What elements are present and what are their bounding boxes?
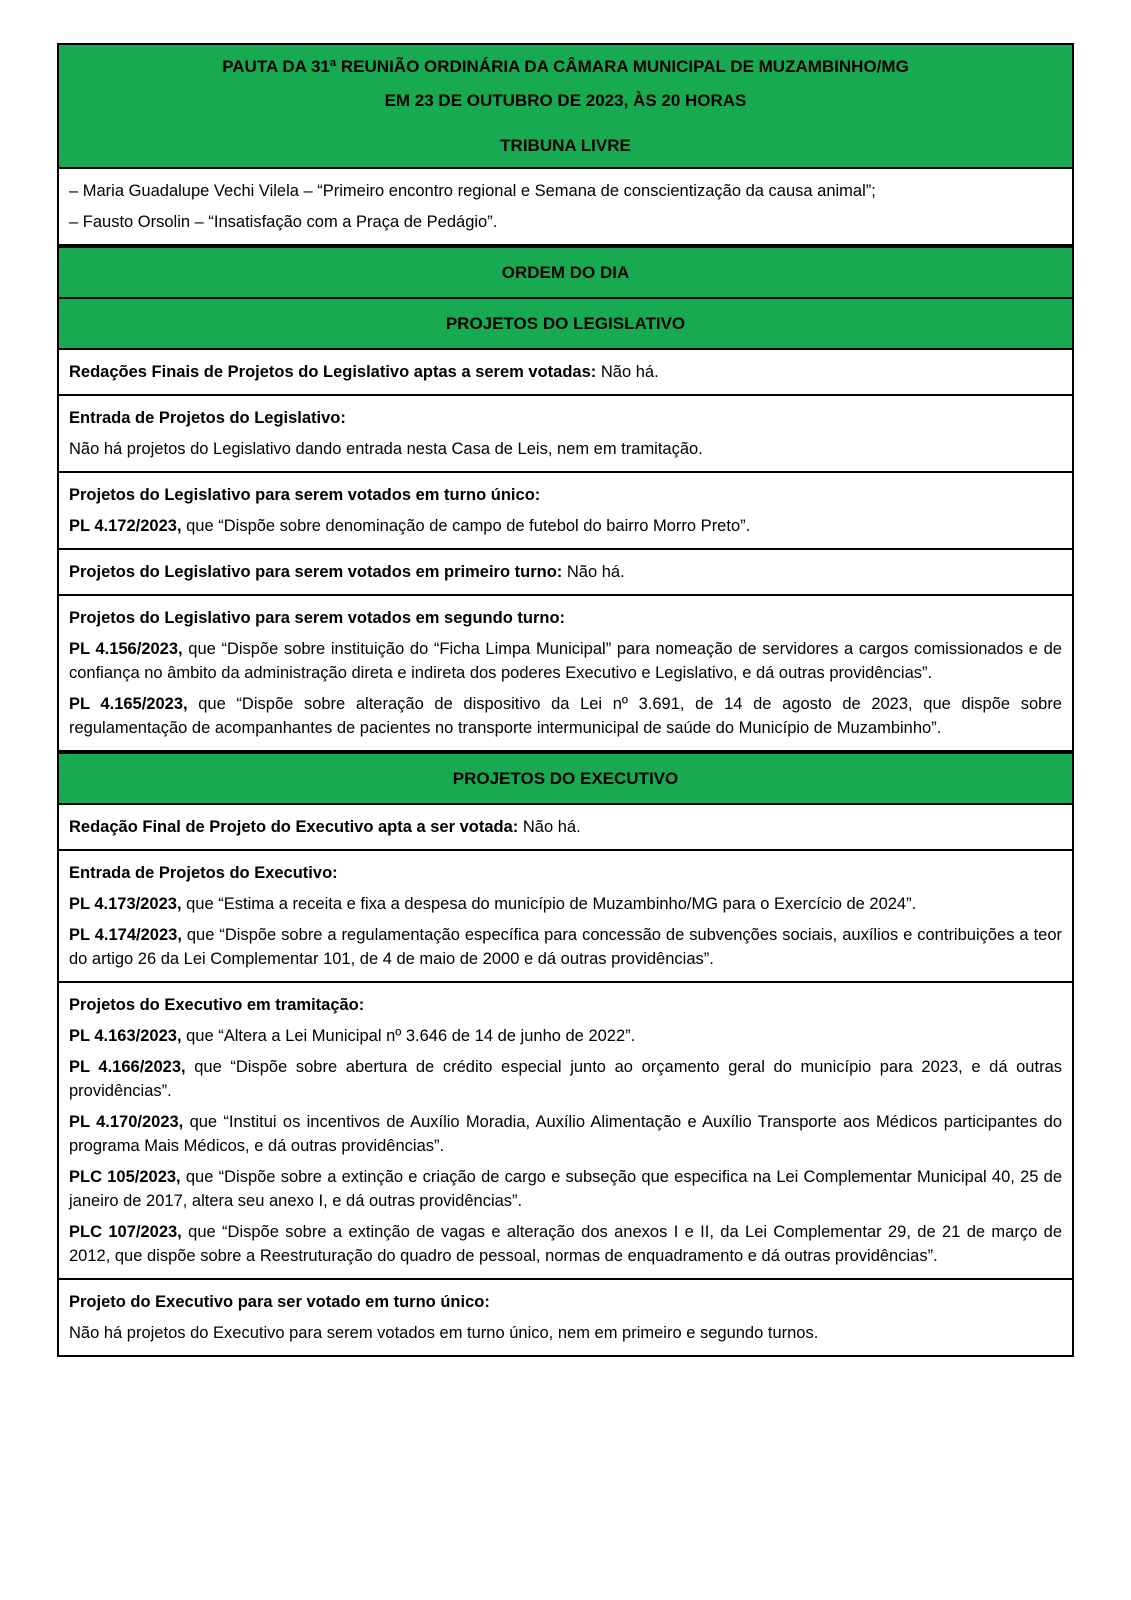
body-text: Não há projetos do Executivo para serem votados em turno único, nem em primeiro e segundo turnos.	[69, 1324, 819, 1342]
bold-text: Projetos do Legislativo para serem votados em segundo turno:	[69, 609, 566, 627]
bold-text: PLC 105/2023,	[69, 1168, 181, 1186]
paragraph	[69, 606, 1062, 630]
body-text: que “Dispõe sobre a extinção de vagas e alteração dos anexos I e II, da Lei Complementar 29, de 21 de março de 2012, que dispõe sobre a Reestruturação do quadro de pessoal, normas de enquadramento e dá outras providências”.	[69, 1223, 1062, 1265]
agenda-row	[59, 849, 1072, 981]
body-text: que “Dispõe sobre denominação de campo de futebol do bairro Morro Preto”.	[181, 517, 751, 535]
paragraph	[69, 637, 1062, 685]
body-text: Não há projetos do Legislativo dando entrada nesta Casa de Leis, nem em tramitação.	[69, 440, 703, 458]
body-text: Não há.	[562, 563, 625, 581]
paragraph	[69, 692, 1062, 740]
body-text: que “Dispõe sobre abertura de crédito especial junto ao orçamento geral do município para 2023, e dá outras providências”.	[69, 1058, 1062, 1100]
body-text: que “Dispõe sobre a regulamentação específica para concessão de subvenções sociais, auxílios e contribuições a teor do artigo 26 da Lei Complementar 101, de 4 de maio de 2000 e dá outras providências”.	[69, 926, 1062, 968]
paragraph	[69, 1165, 1062, 1213]
bold-text: PL 4.163/2023,	[69, 1027, 182, 1045]
header-block	[57, 43, 1074, 246]
paragraph	[69, 360, 1062, 384]
bold-text: PL 4.173/2023,	[69, 895, 182, 913]
body-text: Não há.	[596, 363, 659, 381]
paragraph	[69, 1110, 1062, 1158]
bold-text: PL 4.172/2023,	[69, 517, 182, 535]
bold-text: Projetos do Legislativo para serem votados em primeiro turno:	[69, 563, 563, 581]
bold-text: PL 4.166/2023,	[69, 1058, 186, 1076]
paragraph	[69, 1290, 1062, 1314]
meeting-title-line2: EM 23 DE OUTUBRO DE 2023, ÀS 20 HORAS	[384, 91, 747, 110]
agenda-row	[59, 594, 1072, 750]
tribuna-livre-header: TRIBUNA LIVRE	[59, 124, 1072, 167]
paragraph	[69, 437, 1062, 461]
body-text: Não há.	[518, 818, 581, 836]
ordem-do-dia-block	[57, 246, 1074, 752]
agenda-row	[59, 548, 1072, 594]
body-text: – Fausto Orsolin – “Insatisfação com a Praça de Pedágio”.	[69, 213, 498, 231]
bold-text: PLC 107/2023,	[69, 1223, 182, 1241]
agenda-row	[59, 981, 1072, 1278]
agenda-row	[59, 169, 1072, 244]
body-text: – Maria Guadalupe Vechi Vilela – “Primeiro encontro regional e Semana de conscientização da causa animal”;	[69, 182, 876, 200]
page-content	[57, 43, 1074, 1357]
agenda-row	[59, 394, 1072, 471]
paragraph	[69, 1055, 1062, 1103]
paragraph	[69, 1024, 1062, 1048]
paragraph	[69, 815, 1062, 839]
bold-text: Entrada de Projetos do Legislativo:	[69, 409, 346, 427]
paragraph	[69, 1321, 1062, 1345]
body-text: que “Estima a receita e fixa a despesa do município de Muzambinho/MG para o Exercício de 2024”.	[181, 895, 917, 913]
bold-text: PL 4.165/2023,	[69, 695, 188, 713]
paragraph	[69, 892, 1062, 916]
body-text: que “Institui os incentivos de Auxílio Moradia, Auxílio Alimentação e Auxílio Transporte aos Médicos participantes do programa Mais Médicos, e dá outras providências”.	[69, 1113, 1062, 1155]
agenda-row	[59, 471, 1072, 548]
body-text: que “Dispõe sobre alteração de dispositivo da Lei nº 3.691, de 14 de agosto de 2023, que dispõe sobre regulamentação de acompanhantes de pacientes no transporte intermunicipal de saúde do Município de Muzambinho”.	[69, 695, 1062, 737]
bold-text: Entrada de Projetos do Executivo:	[69, 864, 338, 882]
projetos-executivo-header: PROJETOS DO EXECUTIVO	[59, 754, 1072, 803]
agenda-row	[59, 805, 1072, 849]
body-text: que “Dispõe sobre instituição do “Ficha Limpa Municipal” para nomeação de servidores a cargos comissionados e de confiança no âmbito da administração direta e indireta dos poderes Executivo e Legislativo, e dá outras providências”.	[69, 640, 1062, 682]
bold-text: PL 4.156/2023,	[69, 640, 183, 658]
bold-text: Redações Finais de Projetos do Legislativo aptas a serem votadas:	[69, 363, 597, 381]
bold-text: Redação Final de Projeto do Executivo apta a ser votada:	[69, 818, 519, 836]
bold-text: Projetos do Legislativo para serem votados em turno único:	[69, 486, 541, 504]
ordem-do-dia-header: ORDEM DO DIA	[59, 248, 1072, 297]
projetos-legislativo-header: PROJETOS DO LEGISLATIVO	[59, 297, 1072, 348]
agenda-row	[59, 350, 1072, 394]
paragraph	[69, 560, 1062, 584]
bold-text: PL 4.174/2023,	[69, 926, 182, 944]
projetos-executivo-block	[57, 752, 1074, 1357]
paragraph	[69, 210, 1062, 234]
body-text: que “Altera a Lei Municipal nº 3.646 de 14 de junho de 2022”.	[181, 1027, 636, 1045]
paragraph	[69, 923, 1062, 971]
projetos-executivo-rows	[59, 803, 1072, 1355]
paragraph	[69, 179, 1062, 203]
bold-text: Projetos do Executivo em tramitação:	[69, 996, 365, 1014]
projetos-legislativo-rows	[59, 348, 1072, 750]
bold-text: PL 4.170/2023,	[69, 1113, 184, 1131]
agenda-row	[59, 1278, 1072, 1355]
paragraph	[69, 406, 1062, 430]
body-text: que “Dispõe sobre a extinção e criação de cargo e subseção que especifica na Lei Complementar Municipal 40, 25 de janeiro de 2017, altera seu anexo I, e dá outras providências”.	[69, 1168, 1062, 1210]
bold-text: Projeto do Executivo para ser votado em turno único:	[69, 1293, 490, 1311]
meeting-title	[59, 45, 1072, 124]
meeting-title-line1: PAUTA DA 31ª REUNIÃO ORDINÁRIA DA CÂMARA MUNICIPAL DE MUZAMBINHO/MG	[222, 57, 909, 76]
paragraph	[69, 514, 1062, 538]
paragraph	[69, 993, 1062, 1017]
paragraph	[69, 1220, 1062, 1268]
tribuna-livre-content	[59, 167, 1072, 244]
paragraph	[69, 483, 1062, 507]
paragraph	[69, 861, 1062, 885]
